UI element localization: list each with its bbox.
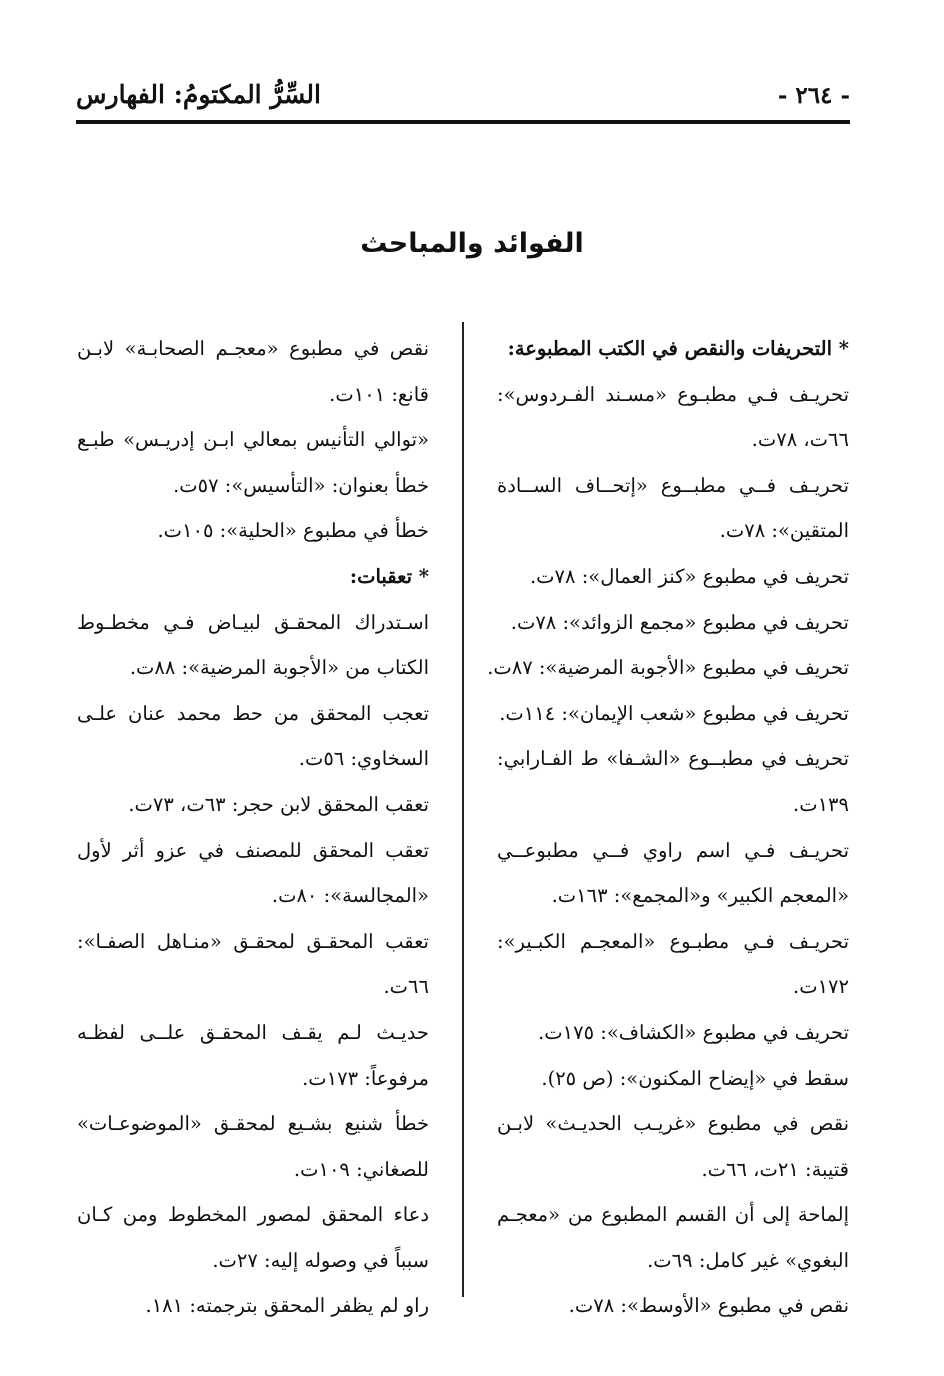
text-line: * تعقبات:: [349, 564, 429, 588]
text-line: خطأ في مطبوع «الحلية»: ١٠٥ت.: [157, 519, 429, 543]
section-title: الفوائد والمباحث: [360, 228, 584, 259]
text-line: تحريف في مطبوع «الأجوبة المرضية»: ٨٧ت.: [487, 656, 849, 680]
text-line: المتقين»: ٧٨ت.: [719, 519, 849, 543]
text-line: نقص في مطبوع «الأوسط»: ٧٨ت.: [568, 1294, 849, 1318]
text-line: سبباً في وصوله إليه: ٢٧ت.: [212, 1248, 429, 1272]
text-line: تحريف في مطبوع «مجمع الزوائد»: ٧٨ت.: [510, 610, 849, 634]
right-column: [487, 326, 849, 1329]
page-header: [76, 80, 850, 124]
text-line: مرفوعاً: ١٧٣ت.: [302, 1066, 429, 1090]
text-line: البغوي» غير كامل: ٦٩ت.: [647, 1248, 849, 1272]
text-line: تعقب المحقـق لمحقـق «منـاهل الصفـا»:: [77, 929, 429, 953]
left-column: [77, 326, 429, 1329]
text-line: تحريف في مطبوع «كنز العمال»: ٧٨ت.: [529, 564, 849, 588]
text-line: للصغاني: ١٠٩ت.: [293, 1157, 429, 1181]
text-line: قانع: ١٠١ت.: [329, 382, 429, 406]
text-line: السخاوي: ٥٦ت.: [298, 747, 429, 771]
text-line: تحريـف فــي مطبــوع «إتحــاف الســادة: [497, 473, 849, 497]
text-line: تحريف في مطبوع «الكشاف»: ١٧٥ت.: [538, 1020, 849, 1044]
text-line: تحريـف فـي مطبـوع «مسـند الفـردوس»:: [497, 382, 849, 406]
text-line: تحريـف فـي مطبـوع «المعجـم الكبـير»:: [497, 929, 849, 953]
text-line: ٦٦ت، ٧٨ت.: [751, 428, 849, 452]
text-line: * التحريفات والنقص في الكتب المطبوعة:: [507, 337, 849, 360]
text-line: تحريف في مطبــوع «الشـفا» ط الفـارابي:: [497, 747, 849, 771]
text-line: حديـث لـم يقـف المحقـق علــى لفظـه: [77, 1020, 429, 1044]
text-line: دعاء المحقق لمصور المخطوط ومن كـان: [77, 1203, 429, 1227]
text-line: الكتاب من «الأجوبة المرضية»: ٨٨ت.: [129, 656, 429, 680]
page-number: - ٢٦٤ -: [777, 82, 850, 109]
text-line: ٦٦ت.: [383, 975, 429, 999]
text-line: ١٧٢ت.: [793, 975, 849, 999]
text-line: نقص في مطبوع «معجـم الصحابـة» لابـن: [77, 337, 429, 360]
text-line: ١٣٩ت.: [793, 792, 849, 816]
text-line: خطأ شنيع بشـيع لمحقـق «الموضوعـات»: [77, 1112, 429, 1136]
text-line: سقط في «إيضاح المكنون»: (ص ٢٥).: [541, 1066, 849, 1090]
text-line: تحريف في مطبوع «شعب الإيمان»: ١١٤ت.: [499, 701, 849, 725]
text-line: تعقب المحقق للمصنف في عزو أثر لأول: [77, 838, 429, 862]
text-line: «المجالسة»: ٨٠ت.: [271, 884, 429, 908]
text-line: تعجب المحقق من حط محمد عنان علـى: [77, 701, 429, 725]
text-line: «توالي التأنيس بمعالي ابـن إدريـس» طبـع: [77, 428, 429, 452]
text-line: تحريـف فـي اسم راوي فــي مطبوعــي: [497, 838, 849, 862]
running-title: السِّرُّ المكتومُ: الفهارس: [76, 80, 321, 109]
text-line: خطأ بعنوان: «التأسيس»: ٥٧ت.: [173, 473, 429, 497]
column-divider: [462, 322, 464, 1297]
text-line: نقص في مطبوع «غريـب الحديـث» لابـن: [497, 1112, 849, 1136]
text-line: إلماحة إلى أن القسم المطبوع من «معجـم: [497, 1203, 849, 1227]
text-line: تعقب المحقق لابن حجر: ٦٣ت، ٧٣ت.: [128, 792, 429, 816]
text-line: قتيبة: ٢١ت، ٦٦ت.: [701, 1157, 849, 1181]
text-line: اسـتدراك المحقـق لبيـاض فـي مخطـوط: [77, 610, 429, 634]
text-line: راو لم يظفر المحقق بترجمته: ١٨١.: [145, 1294, 429, 1318]
text-line: «المعجم الكبير» و«المجمع»: ١٦٣ت.: [551, 884, 849, 908]
